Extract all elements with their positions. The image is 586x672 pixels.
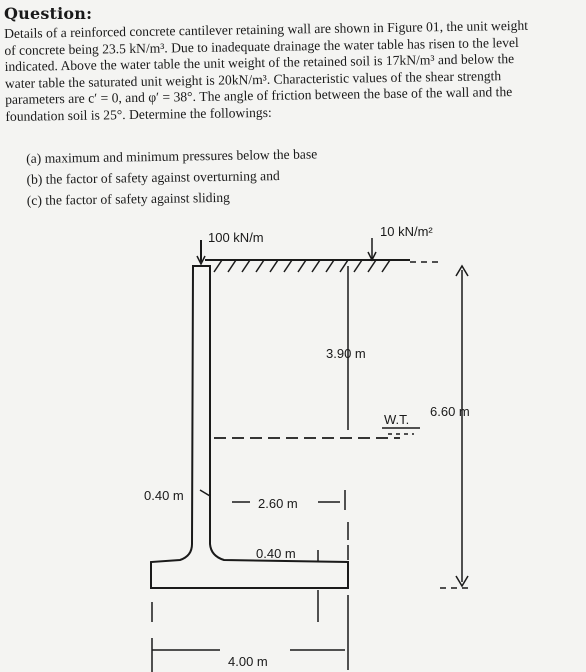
question-items <box>26 143 318 211</box>
question-heading: Question: <box>4 4 93 23</box>
height-above-wt-label: 3.90 m <box>326 346 366 361</box>
question-item-c: (c) the factor of safety against sliding <box>26 189 230 208</box>
water-table-label: W.T. <box>384 412 410 427</box>
surcharge-label: 10 kN/m² <box>380 224 433 239</box>
question-line: indicated. Above the water table the unit weight of the retained soil is 17kN/m³ and below the <box>4 50 515 74</box>
base-thickness-label: 0.40 m <box>256 546 296 561</box>
stem-thickness-label: 0.40 m <box>144 488 184 503</box>
retaining-wall-figure <box>0 210 586 672</box>
question-body <box>4 17 579 125</box>
question-line: of concrete being 23.5 kN/m³. Due to inadequate drainage the water table has risen to the level <box>4 34 519 58</box>
question-item-a: (a) maximum and minimum pressures below the base <box>26 146 318 166</box>
total-height-label: 6.60 m <box>430 404 470 419</box>
question-line: water table the saturated unit weight is 20kN/m³. Characteristic values of the shear strength <box>4 67 502 91</box>
question-line: parameters are c′ = 0, and φ′ = 38°. The angle of friction between the base of the wall and the <box>5 84 513 107</box>
heel-length-label: 2.60 m <box>258 496 298 511</box>
wall-outline <box>151 266 348 588</box>
ground-hatching <box>214 260 390 272</box>
retaining-wall-drawing <box>0 210 586 672</box>
line-load-label: 100 kN/m <box>208 230 264 245</box>
base-width-label: 4.00 m <box>228 654 268 669</box>
question-line: foundation soil is 25°. Determine the followings: <box>5 104 272 124</box>
question-line: Details of a reinforced concrete cantilever retaining wall are shown in Figure 01, the unit weight <box>4 17 529 41</box>
question-item-b: (b) the factor of safety against overturning and <box>26 168 280 187</box>
